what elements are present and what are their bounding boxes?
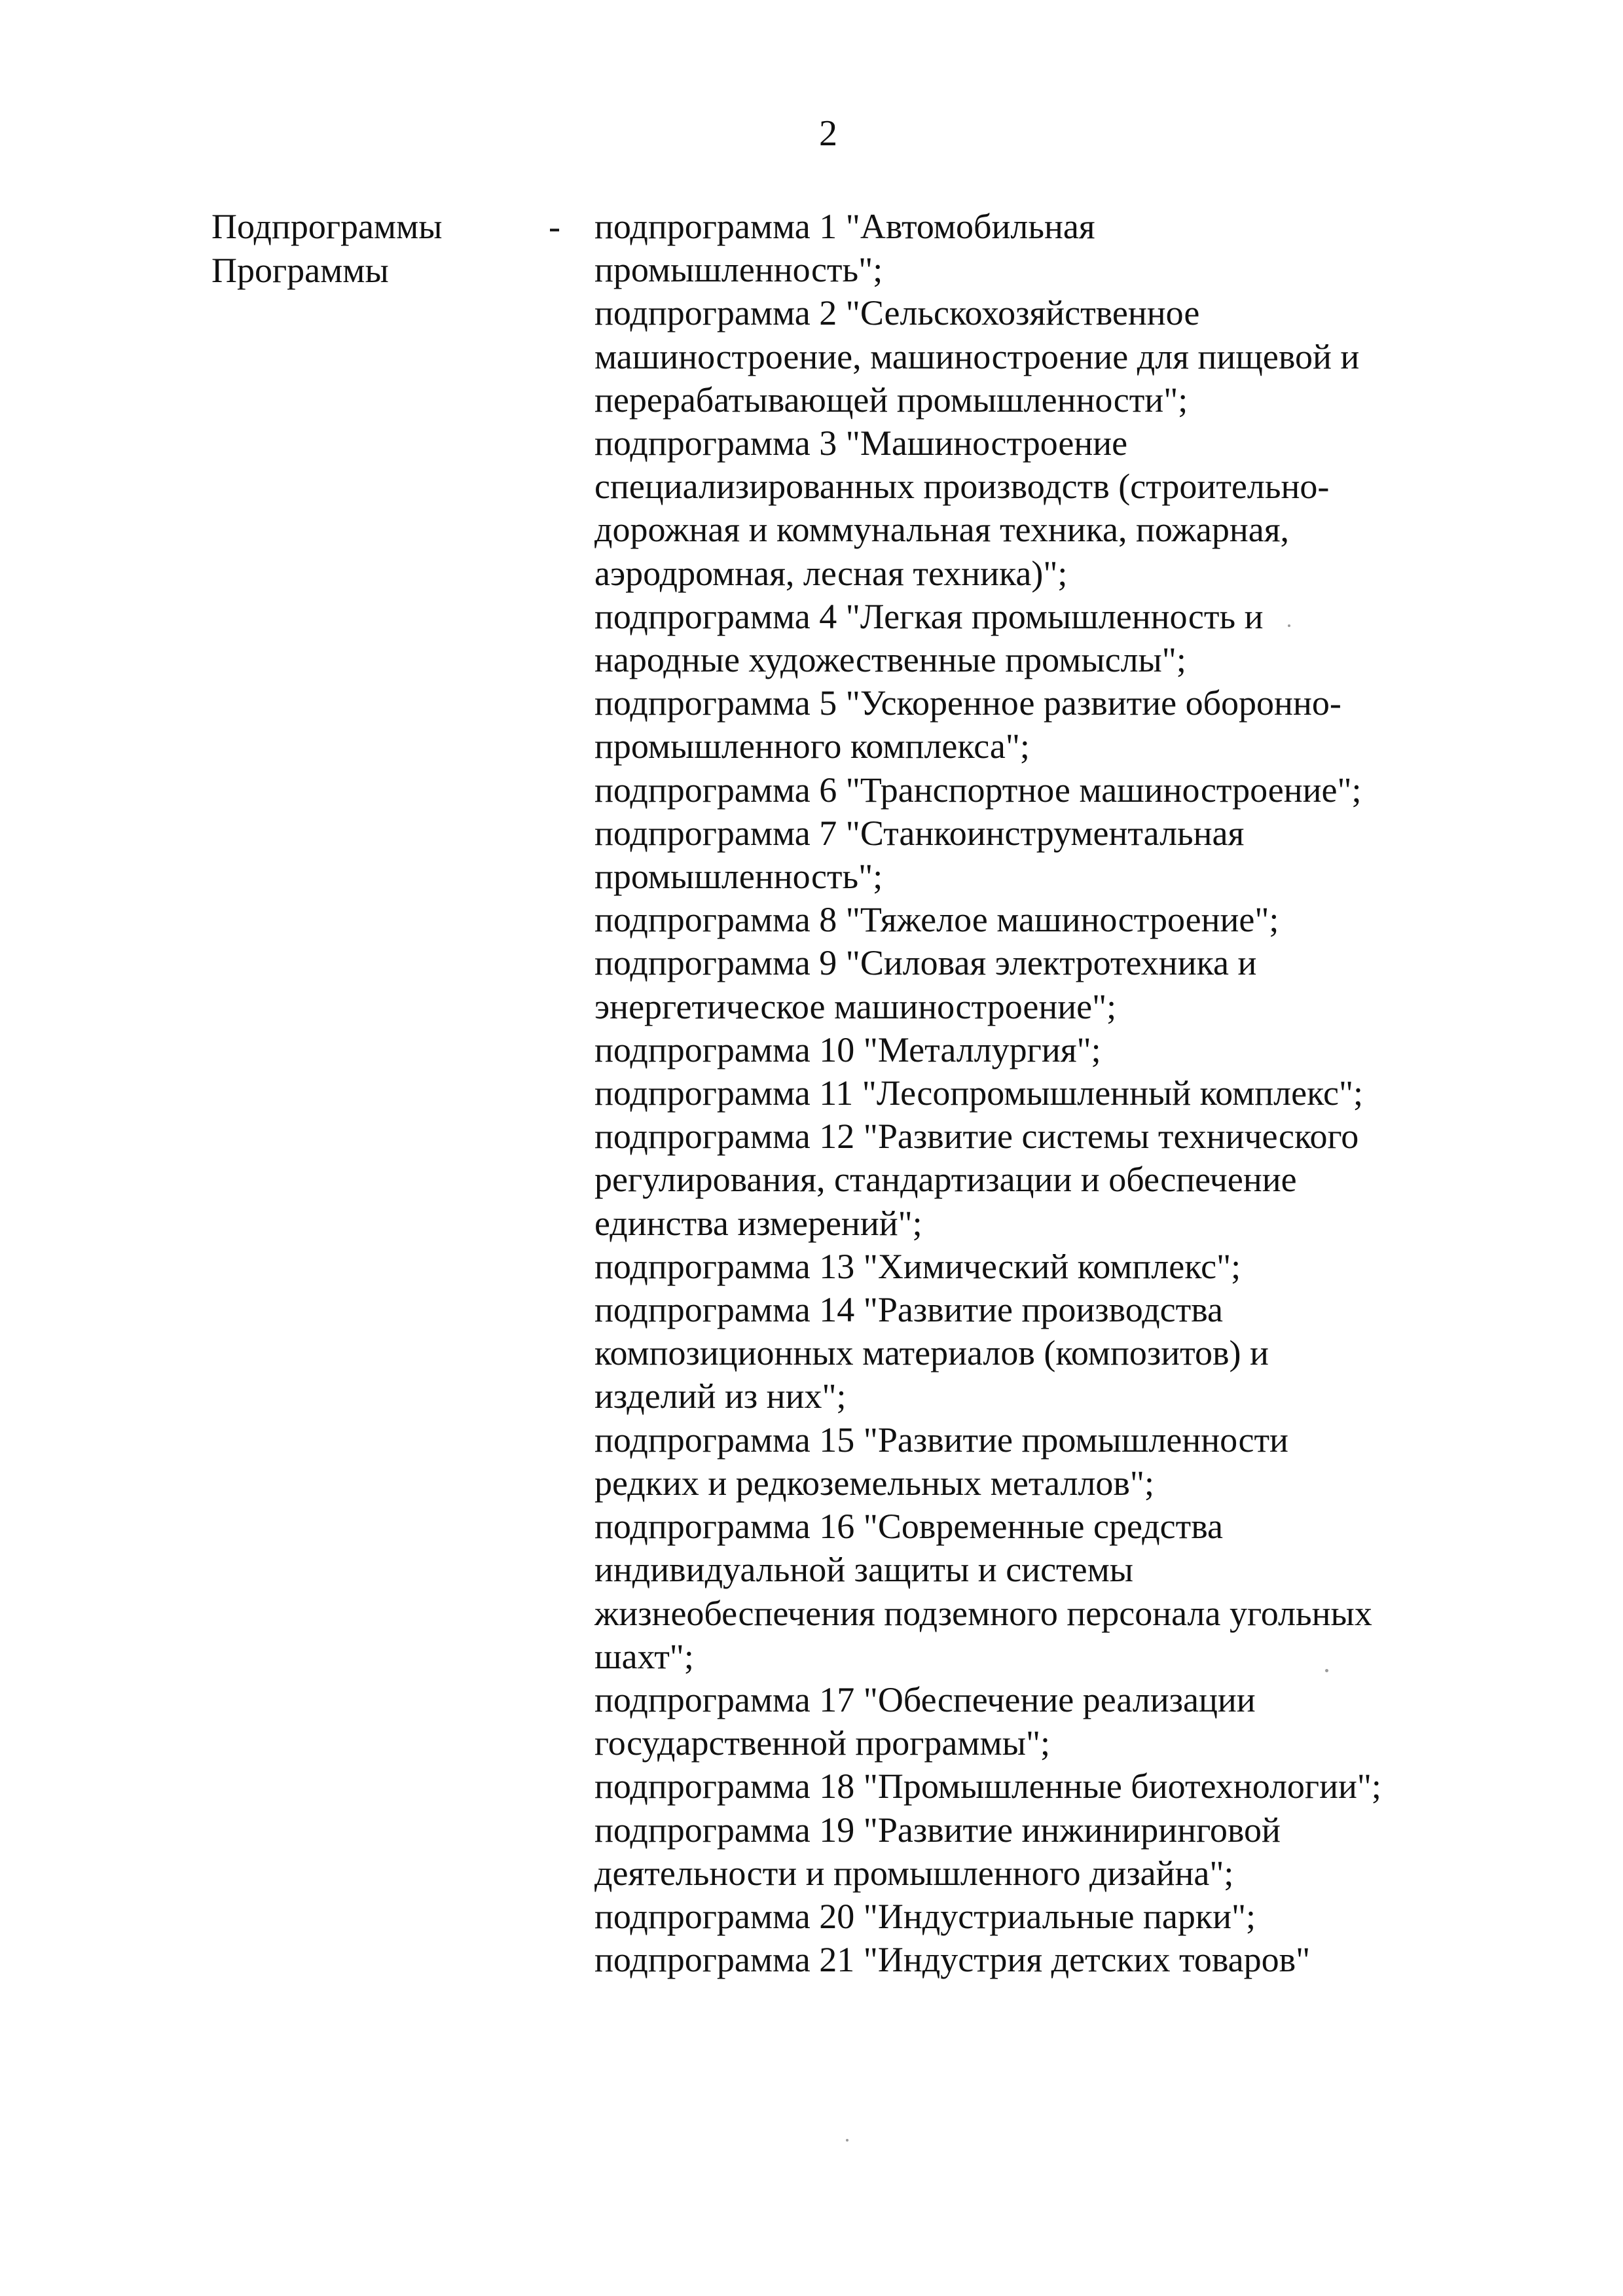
- subprogram-list-line: подпрограмма 19 "Развитие инжиниринговой: [594, 1810, 1281, 1850]
- section-label-line: Программы: [211, 251, 389, 290]
- subprogram-list-line: государственной программы";: [594, 1723, 1051, 1763]
- subprogram-list-line: подпрограмма 6 "Транспортное машиностроение";: [594, 770, 1362, 810]
- subprogram-list-line: подпрограмма 5 "Ускоренное развитие оборонно-: [594, 683, 1341, 723]
- subprogram-list-line: подпрограмма 13 "Химический комплекс";: [594, 1246, 1241, 1286]
- subprogram-list-line: подпрограмма 3 "Машиностроение: [594, 423, 1128, 463]
- subprogram-list-line: подпрограмма 17 "Обеспечение реализации: [594, 1679, 1256, 1719]
- scan-speck: [1288, 624, 1290, 627]
- subprogram-list-line: подпрограмма 12 "Развитие системы технического: [594, 1117, 1359, 1157]
- subprogram-list-line: подпрограмма 21 "Индустрия детских товаров": [594, 1940, 1311, 1980]
- subprogram-list-line: подпрограмма 8 "Тяжелое машиностроение";: [594, 900, 1279, 940]
- subprogram-list-line: индивидуальной защиты и системы: [594, 1550, 1134, 1590]
- subprogram-list-line: подпрограмма 7 "Станкоинструментальная: [594, 813, 1245, 853]
- subprogram-list-line: энергетическое машиностроение";: [594, 986, 1117, 1026]
- subprogram-list-line: подпрограмма 20 "Индустриальные парки";: [594, 1896, 1256, 1936]
- subprogram-list-line: редких и редкоземельных металлов";: [594, 1463, 1154, 1503]
- subprogram-list-line: подпрограмма 16 "Современные средства: [594, 1507, 1224, 1547]
- subprogram-list-line: деятельности и промышленного дизайна";: [594, 1853, 1234, 1893]
- subprogram-list-line: народные художественные промыслы";: [594, 640, 1186, 680]
- subprogram-list-line: машиностроение, машиностроение для пищевой и: [594, 336, 1360, 376]
- page-number: 2: [819, 113, 837, 154]
- subprogram-list-line: подпрограмма 11 "Лесопромышленный комплекс";: [594, 1073, 1363, 1113]
- subprogram-list-line: подпрограмма 2 "Сельскохозяйственное: [594, 293, 1200, 333]
- subprogram-list-line: подпрограмма 1 "Автомобильная: [594, 207, 1095, 246]
- subprogram-list-line: подпрограмма 4 "Легкая промышленность и: [594, 596, 1264, 636]
- subprogram-list-line: регулирования, стандартизации и обеспечение: [594, 1160, 1297, 1200]
- subprogram-list-line: дорожная и коммунальная техника, пожарная,: [594, 510, 1290, 550]
- subprogram-list-line: перерабатывающей промышленности";: [594, 380, 1188, 420]
- subprogram-list-line: жизнеобеспечения подземного персонала угольных: [594, 1593, 1372, 1633]
- subprogram-list-line: подпрограмма 18 "Промышленные биотехнологии";: [594, 1767, 1381, 1806]
- subprogram-list-line: единства измерений";: [594, 1203, 922, 1243]
- subprogram-list-line: композиционных материалов (композитов) и: [594, 1333, 1269, 1373]
- subprogram-list-line: промышленность";: [594, 250, 883, 290]
- subprogram-list-line: шахт";: [594, 1636, 694, 1676]
- subprogram-list-line: подпрограмма 15 "Развитие промышленности: [594, 1420, 1288, 1460]
- subprogram-list-line: подпрограмма 14 "Развитие производства: [594, 1290, 1224, 1330]
- subprogram-list-line: специализированных производств (строительно-: [594, 467, 1330, 507]
- section-label-line: Подпрограммы: [211, 207, 443, 246]
- subprogram-list-line: промышленность";: [594, 857, 883, 897]
- subprogram-list-line: изделий из них";: [594, 1376, 847, 1416]
- subprogram-list: [594, 205, 1524, 1981]
- subprogram-list-line: промышленного комплекса";: [594, 726, 1030, 766]
- section-label: [211, 205, 552, 293]
- subprogram-list-line: аэродромная, лесная техника)";: [594, 553, 1068, 593]
- separator-dash: -: [549, 207, 560, 246]
- scan-speck: [1325, 1669, 1328, 1672]
- subprogram-list-line: подпрограмма 9 "Силовая электротехника и: [594, 943, 1257, 983]
- subprogram-list-line: подпрограмма 10 "Металлургия";: [594, 1030, 1101, 1069]
- scan-speck: [846, 2139, 848, 2142]
